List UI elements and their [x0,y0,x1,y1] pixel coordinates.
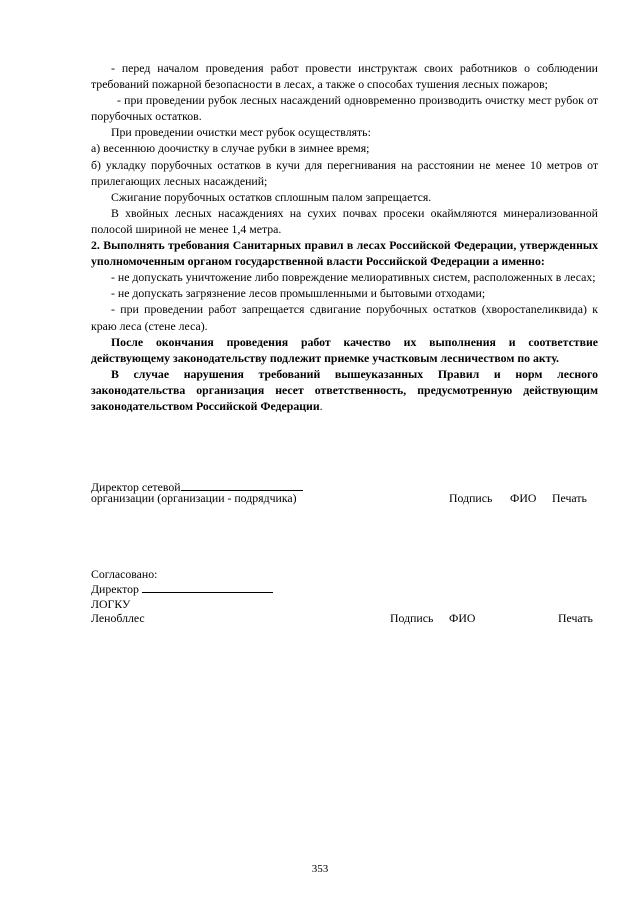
paragraph-fire-briefing: - перед началом проведения работ провести инструктаж своих работников о соблюдении требований пожарной безопасности в лесах, а также о способах тушения лесных пожаров; [91,61,598,92]
document-body [91,60,598,414]
agreed-label: Согласовано: [91,567,158,581]
liability-period: . [319,398,323,413]
paragraph-pollution: - не допускать загрязнение лесов промышленными и бытовыми отходами; [111,286,486,301]
paragraph-burning-ban: Сжигание порубочных остатков сплошным палом запрещается. [111,189,432,204]
fio2-label: ФИО [449,611,476,625]
org-label: ЛОГКУ [91,597,131,611]
seal2-label: Печать [558,611,593,625]
liability-text: В случае нарушения требований вышеуказанных Правил и норм лесного законодательства организация несет ответственность, предусмотренную действующим законодательством Российской Федерации [91,366,598,413]
fio-label: ФИО [510,491,537,505]
director2-text: Директор [91,582,139,596]
director-network-label: Директор сетевой [91,480,181,494]
paragraph-clearing-felling: - при проведении рубок лесных насаждений одновременно производить очистку мест рубок от порубочных остатков. [91,93,598,124]
director2-label [91,581,273,597]
paragraph-melioration: - не допускать уничтожение либо повреждение мелиоративных систем, расположенных в лесах; [111,270,596,285]
paragraph-brush-shifting: - при проведении работ запрещается сдвигание порубочных остатков (хворостаnеликвида) к краю леса (стене леса). [91,302,598,333]
signature-label: Подпись [449,491,493,505]
signature2-label: Подпись [390,611,434,625]
paragraph-mineral-strip: В хвойных лесных насаждениях на сухих почвах просеки окаймляются минерализованной полосой шириной не менее 1,4 метра. [91,205,598,236]
page-number: 353 [311,863,329,875]
contractor-org-label: организации (организации - подрядчика) [91,491,297,505]
paragraph-item-b: б) укладку порубочных остатков в кучи для перегнивания на расстоянии не менее 10 метров от прилегающих лесных насаждений; [91,157,598,188]
paragraph-item-a: а) весеннюю доочистку в случае рубки в зимнее время; [91,141,370,156]
seal-label: Печать [552,491,587,505]
paragraph-sanitary-rules: 2. Выполнять требования Санитарных правил в лесах Российской Федерации, утвержденных уполномоченным органом государственной власти Российской Федерации а именно: [91,238,598,269]
org2-label: Ленобллес [91,611,145,625]
signature-line-2 [142,582,273,593]
paragraph-liability [91,366,598,414]
paragraph-acceptance: После окончания проведения работ качество их выполнения и соответствие действующему законодательству подлежит приемке участковым лесничеством по акту. [91,334,598,365]
paragraph-clearing-intro: При проведении очистки мест рубок осуществлять: [111,125,371,140]
